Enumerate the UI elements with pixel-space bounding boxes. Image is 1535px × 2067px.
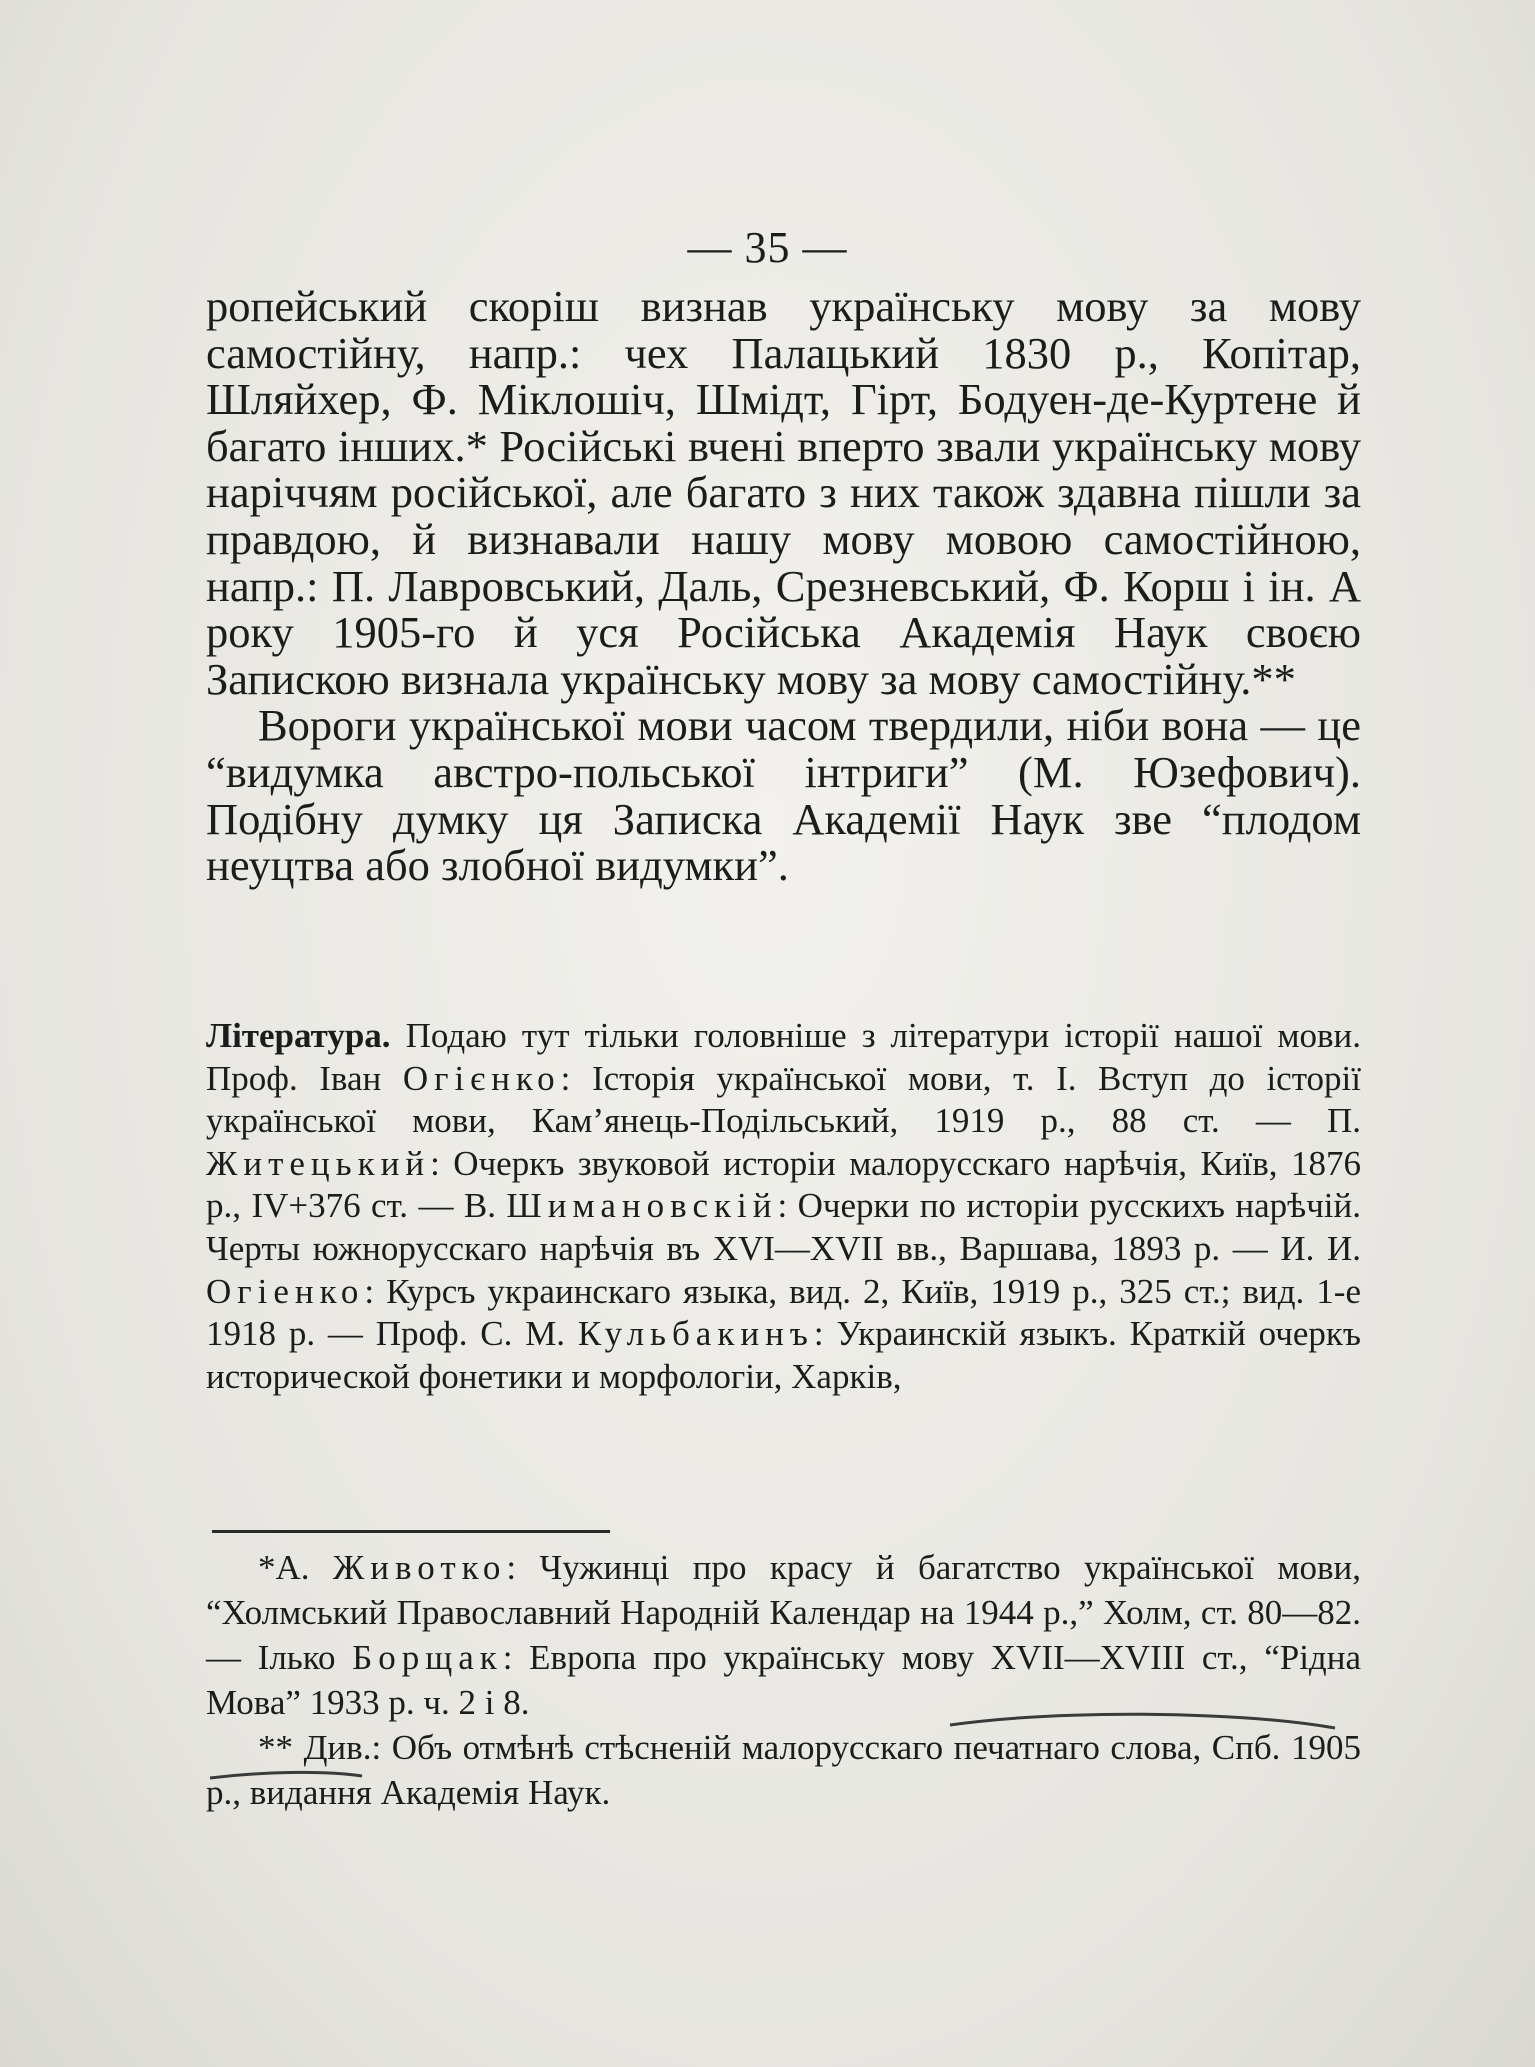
- main-text: [206, 283, 1361, 889]
- literature-label: Література.: [206, 1016, 391, 1055]
- author-name: Огієнко: [402, 1058, 561, 1098]
- paragraph-1: ропейський скоріш визнав українську мову за мову самостійну, напр.: чех Палацький 1830 р., Копітар, Шляйхер, Ф. Міклошіч, Шмідт, Гірт, Бодуен-де-Куртене й багато інших.* Російські вчені вперто звали українську мову наріччям російської, але багато з них також здавна пішли за правдою, й визнавали нашу мову мовою самостійною, напр.: П. Лавровський, Даль, Срезневський, Ф. Корш і ін. А року 1905-го й уся Російська Академія Наук своєю Запискою визнала українську мову за мову самостійну.**: [206, 281, 1361, 704]
- footnote-1: [206, 1545, 1361, 1725]
- author-name: Животко: [332, 1548, 507, 1587]
- author-name: Огіенко: [206, 1271, 365, 1311]
- literature-text-2: : Історія української мови, т. І. Вступ до історії української мови, Кам’янець-Подільський, 1919 р., 88 ст. — П.: [206, 1058, 1361, 1141]
- literature-text-3: : Очеркъ звуковой исторіи малорусскаго нарѣчія, Київ, 1876 р., IV+376 ст. — В.: [206, 1143, 1361, 1226]
- literature-text-6: : Украинскій языкъ. Краткій очеркъ исторической фонетики и морфологіи, Харків,: [206, 1314, 1361, 1396]
- author-name: Борщак: [352, 1638, 503, 1677]
- literature-section: [206, 1015, 1361, 1398]
- literature-text-5: : Курсъ украинскаго языка, вид. 2, Київ, 1919 р., 325 ст.; вид. 1-е 1918 р. — Проф. С. М.: [206, 1271, 1361, 1354]
- author-name: Шимановскій: [506, 1186, 778, 1226]
- literature-text-4: : Очерки по исторіи русскихъ нарѣчій. Черты южнорусскаго нарѣчія въ XVI—XVII вв., Варшава, 1893 р. — И. И.: [206, 1186, 1361, 1268]
- literature-text-1: Подаю тут тільки головніше з літератури історії нашої мови. Проф. Іван: [206, 1016, 1361, 1098]
- footnote-divider: [212, 1530, 610, 1533]
- footnote-2: ** Див.: Объ отмѣнѣ стѣсненій малорусскаго печатнаго слова, Спб. 1905 р., видання Академія Наук.: [206, 1728, 1361, 1812]
- footnote-1-text: *А.: [258, 1548, 333, 1587]
- footnotes: [206, 1545, 1361, 1815]
- footnote-1-text: : Чужинці про красу й багатство української мови, “Холмський Православний Народній Календар на 1944 р.,” Холм, ст. 80—82. — Ілько: [206, 1548, 1361, 1677]
- footnote-1-text: : Европа про українську мову XVII—XVIII ст., “Рідна Мова” 1933 р. ч. 2 і 8.: [206, 1638, 1361, 1722]
- paragraph-2: Вороги української мови часом твердили, ніби вона — це “видумка австро-польської інтриги” (М. Юзефович). Подібну думку ця Записка Академії Наук зве “плодом неуцтва або злобної видумки”.: [206, 700, 1361, 891]
- author-name: Кульбакинъ: [577, 1314, 814, 1354]
- page-number: — 35 —: [687, 223, 848, 272]
- author-name: Житецький: [206, 1143, 431, 1183]
